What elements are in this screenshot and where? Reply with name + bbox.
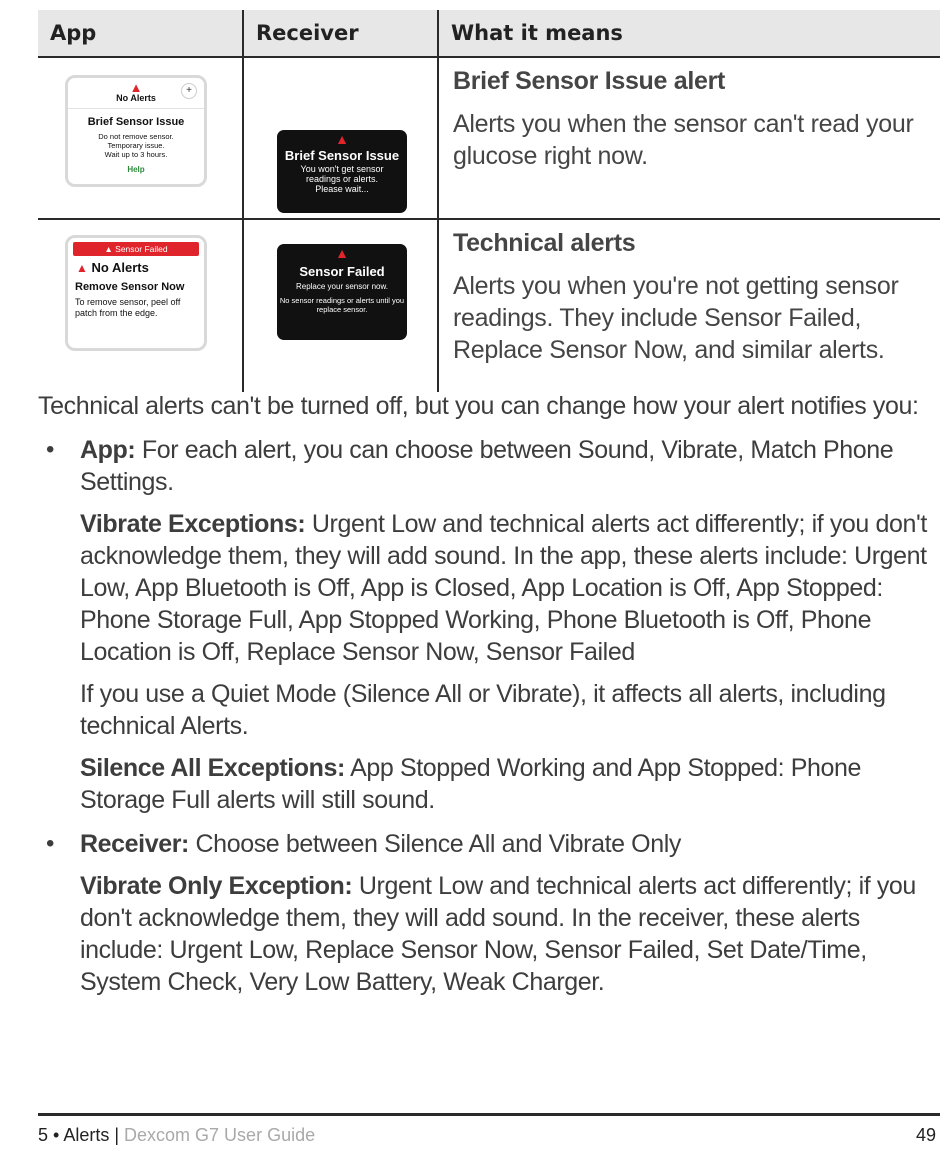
- bullet-label: Receiver:: [80, 830, 189, 858]
- receiver-screen-cell: [243, 219, 438, 392]
- page-number: 49: [915, 1125, 936, 1145]
- table-row: [38, 219, 940, 392]
- receiver-screen-cell: [243, 57, 438, 219]
- receiver-alert-line: Replace your sensor now.: [295, 282, 389, 291]
- app-alert-line: Wait up to 3 hours.: [104, 150, 168, 159]
- intro-paragraph: Technical alerts can't be turned off, but you can change how your alert notifies you:: [38, 392, 919, 420]
- plus-icon: +: [181, 83, 197, 99]
- banner-label: Sensor Failed: [115, 244, 168, 254]
- receiver-alert-title: Sensor Failed: [299, 264, 385, 279]
- bullet-lead: [80, 434, 943, 498]
- exception-paragraph: [80, 752, 943, 816]
- receiver-alert-line: readings or alerts.: [305, 174, 379, 184]
- bullet-item-receiver: [38, 828, 943, 998]
- receiver-screenshot-sensor-failed: [277, 244, 407, 340]
- exception-paragraph: [80, 870, 943, 998]
- app-alert-message: To remove sensor, peel off patch from the edge.: [75, 297, 181, 318]
- app-screen-cell: [38, 57, 243, 219]
- receiver-screenshot-brief-sensor-issue: [277, 130, 407, 213]
- app-status-text: No Alerts: [91, 260, 149, 275]
- bullet-text: For each alert, you can choose between Sound, Vibrate, Match Phone Settings.: [80, 436, 894, 496]
- alert-type-title: Technical alerts: [453, 229, 636, 257]
- receiver-alert-message: [277, 164, 407, 194]
- alert-type-description: Alerts you when you're not getting sensor readings. They include Sensor Failed, Replace Sensor Now, and similar alerts.: [453, 272, 899, 364]
- bullet-text: Choose between Silence All and Vibrate Only: [188, 830, 681, 858]
- receiver-alert-line: No sensor readings or alerts until you replace sensor.: [279, 296, 405, 314]
- paragraph-text: Urgent Low and technical alerts act differently; if you don't acknowledge them, they will add sound. In the receiver, these alerts include: Urgent Low, Replace Sensor Now, Sensor Failed, Set Date/Time, System Check, Very Low Battery, Weak Charger.: [80, 872, 916, 996]
- app-alert-line: Do not remove sensor.: [98, 132, 174, 141]
- warning-triangle-icon: ▲: [129, 80, 143, 95]
- receiver-alert-title: Brief Sensor Issue: [284, 148, 400, 163]
- meaning-cell: [438, 57, 940, 219]
- bullet-label: App:: [80, 436, 136, 464]
- footer-divider: [38, 1113, 940, 1116]
- alerts-table: [38, 10, 940, 392]
- meaning-cell: [438, 219, 940, 392]
- column-header-meaning: What it means: [438, 10, 940, 57]
- footer-chapter: [38, 1125, 315, 1146]
- table-header-row: [38, 10, 940, 57]
- app-alert-title: Remove Sensor Now: [75, 281, 185, 293]
- bullet-item-app: [38, 434, 943, 816]
- bullet-icon: •: [46, 830, 55, 857]
- footer-separator: |: [109, 1125, 125, 1145]
- paragraph-text: App Stopped Working and App Stopped: Phone Storage Full alerts will still sound.: [80, 754, 862, 814]
- alert-type-description: Alerts you when the sensor can't read your glucose right now.: [453, 110, 914, 170]
- warning-triangle-icon: ▲: [76, 261, 88, 275]
- body-section: [38, 390, 943, 998]
- app-status-label: [76, 260, 204, 275]
- app-status-header: [68, 78, 204, 109]
- paragraph-text: If you use a Quiet Mode (Silence All or Vibrate), it affects all alerts, including technical Alerts.: [80, 680, 886, 740]
- paragraph-label: Vibrate Exceptions:: [80, 510, 306, 538]
- app-screenshot-brief-sensor-issue: [65, 75, 207, 187]
- footer-guide-title: Dexcom G7 User Guide: [124, 1125, 316, 1145]
- column-header-app: App: [38, 10, 243, 57]
- alert-type-title: Brief Sensor Issue alert: [453, 67, 726, 95]
- app-alert-banner: [73, 242, 199, 256]
- app-alert-line: Temporary issue.: [107, 141, 165, 150]
- bullet-icon: •: [46, 436, 55, 463]
- paragraph-text: Urgent Low and technical alerts act differently; if you don't acknowledge them, they will add sound. In the app, these alerts include: Urgent Low, App Bluetooth is Off, App is Closed, App Location is Off, App Stopped: Phone Storage Full, App Stopped Working, Phone Bluetooth is Off, Phone Location is Off, Replace Sensor Now, Sensor Failed: [80, 510, 927, 666]
- paragraph-label: Silence All Exceptions:: [80, 754, 345, 782]
- app-screenshot-sensor-failed: [65, 235, 207, 351]
- app-alert-title: Brief Sensor Issue: [87, 116, 185, 128]
- bullet-lead: [80, 828, 943, 860]
- app-screen-cell: [38, 219, 243, 392]
- exception-paragraph: [80, 508, 943, 668]
- quiet-mode-paragraph: [80, 678, 943, 742]
- table-row: [38, 57, 940, 219]
- app-alert-message: [68, 132, 204, 159]
- app-help-link: Help: [127, 165, 145, 174]
- app-status-label: No Alerts: [116, 93, 156, 103]
- column-header-receiver: Receiver: [243, 10, 438, 57]
- warning-triangle-icon: ▲: [104, 244, 116, 254]
- warning-triangle-icon: ▲: [335, 131, 349, 147]
- receiver-alert-line: Please wait...: [315, 184, 369, 194]
- warning-triangle-icon: ▲: [335, 245, 349, 261]
- receiver-alert-line: You won't get sensor: [300, 164, 384, 174]
- paragraph-label: Vibrate Only Exception:: [80, 872, 353, 900]
- footer-chapter-label: 5 • Alerts: [38, 1125, 110, 1145]
